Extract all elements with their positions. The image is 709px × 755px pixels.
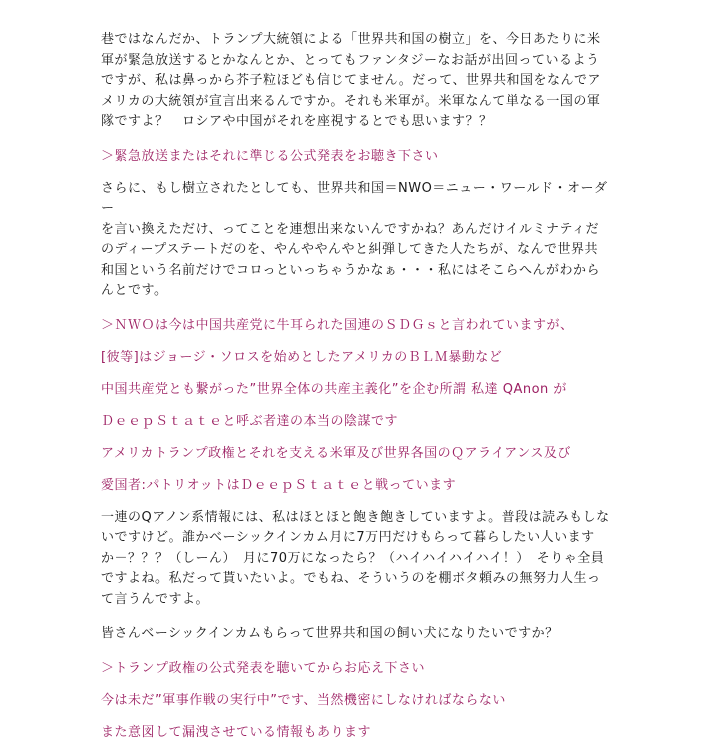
quote-text: ＞ＮＷＯは今は中国共産党に牛耳られた国連のＳＤＧｓと言われていますが、 (101, 317, 574, 333)
text-line: 皆さんベーシックインカムもらって世界共和国の飼い犬になりたいですか？ (101, 626, 559, 641)
text-line: 隊ですよ？ ロシアや中国がそれを座視するとでも思います？？ (101, 114, 493, 129)
quoted-line (101, 659, 621, 679)
text-line: メリカの大統領が宣言出来るんですか。それも米軍が。米軍なんて単なる一国の軍 (101, 93, 601, 109)
quoted-line (101, 691, 621, 711)
text-line: ですよね。私だって貰いたいよ。でもね、そういうのを棚ボタ頼みの無努力人生っ (101, 571, 601, 586)
quote-text: また意図して漏洩させている情報もあります (101, 724, 372, 740)
quoted-line (101, 476, 621, 496)
text-line: ですが、私は鼻っから芥子粒ほども信じてません。だって、世界共和国をなんでア (101, 73, 602, 88)
article-body (101, 30, 621, 755)
text-line: を言い換えただけ、ってことを連想出来ないんですかね？あんだけイルミナティだ (101, 221, 599, 237)
quote-text: ＞緊急放送またはそれに準じる公式発表をお聴き下さい (101, 148, 439, 164)
quoted-line (101, 380, 621, 400)
quoted-line (101, 412, 621, 432)
text-line: て言うんですよ。 (101, 591, 210, 607)
quote-text: ＤｅｅｐＳｔａｔｅと呼ぶ者達の本当の陰謀です (101, 413, 399, 429)
body-paragraph (101, 30, 621, 133)
quoted-line (101, 348, 621, 368)
quote-text: 愛国者:パトリオットはＤｅｅｐＳｔａｔｅと戦っています (101, 477, 457, 493)
body-paragraph (101, 508, 621, 611)
text-line: 和国という名前だけでコロっといっちゃうかなぁ・・・私にはそこらへんがわから (101, 262, 600, 278)
quoted-line (101, 147, 621, 167)
body-paragraph (101, 179, 621, 302)
quote-text: 今は未だ”軍事作戦の実行中”です、当然機密にしなければならない (101, 692, 506, 708)
text-line: 軍が緊急放送するとかなんとか、とってもファンタジーなお話が出回っているよう (101, 52, 600, 68)
quoted-line (101, 444, 621, 464)
quote-text: [彼等]はジョージ・ソロスを始めとしたアメリカのＢＬＭ暴動など (101, 349, 503, 365)
quote-text: ＞トランプ政権の公式発表を聴いてからお応え下さい (101, 660, 426, 676)
quote-text: 中国共産党とも繋がった”世界全体の共産主義化”を企む所謂 私達 QAnon が (101, 381, 567, 397)
quoted-line (101, 316, 621, 336)
text-line: さらに、もし樹立されたとしても、世界共和国＝NWO＝ニュー・ワールド・オーダー (101, 180, 608, 216)
text-line: か－？？？（しーん） 月に70万になったら？（ハイハイハイハイ！） そりゃ全員 (101, 550, 605, 566)
text-line: いですけど。誰かベーシックインカム月に7万円だけもらって暮らしたい人います (101, 530, 595, 545)
text-line: んとです。 (101, 283, 168, 298)
text-line: 巷ではなんだか、トランプ大統領による「世界共和国の樹立」を、今日あたりに米 (101, 32, 601, 47)
quoted-line (101, 723, 621, 743)
text-line: 一連のQアノン系情報には、私はほとほと飽き飽きしていますよ。普段は読みもしな (101, 509, 610, 525)
body-paragraph (101, 624, 621, 645)
quote-text: アメリカトランプ政権とそれを支える米軍及び世界各国のＱアライアンス及び (101, 445, 571, 461)
text-line: のディープステートだのを、やんややんやと糾弾してきた人たちが、なんで世界共 (101, 242, 599, 257)
